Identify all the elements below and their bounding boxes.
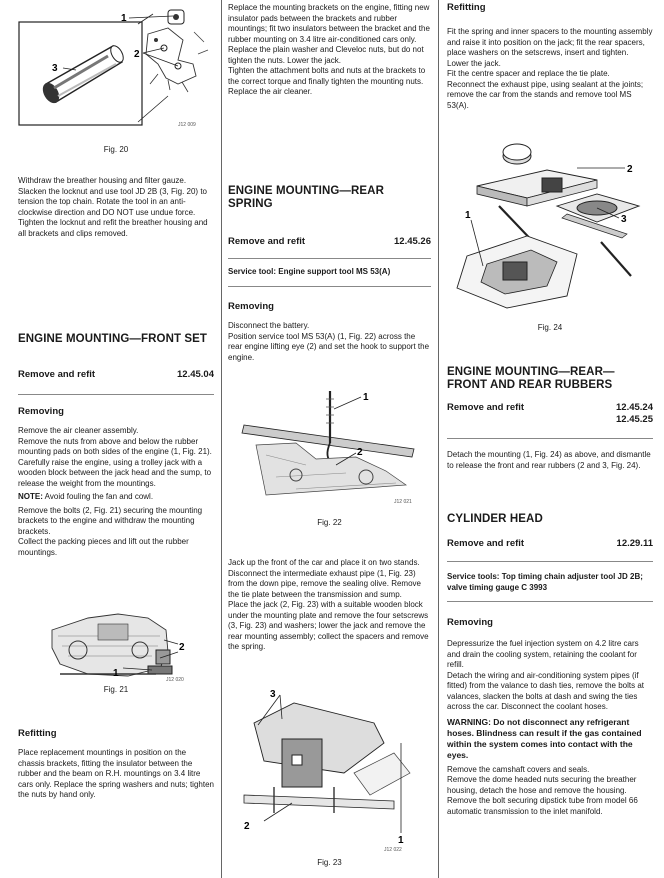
paragraph: Withdraw the breather housing and filter gauze. [18, 176, 187, 185]
fig21-code: J12 020 [166, 677, 184, 682]
paragraph: Remove the dome headed nuts securing the breather housing, detach the hose and remove the housing. [447, 775, 637, 795]
paragraph: Fit the spring and inner spacers to the mounting assembly and raise it into position on the jack; fit the rear spacers, place washers on the setscrews, insert and tighten. [447, 27, 653, 57]
note-text: Avoid fouling the fan and cowl. [42, 492, 154, 501]
refitting-heading: Refitting [18, 728, 57, 739]
paragraph: Detach the wiring and air-conditioning system pipes (if fitted) from the valance to dash ties, remove the bolts at valances, slacken the bolts at dash and swing the ties across the car. Disconnect the coolant hoses. [447, 670, 644, 711]
paragraph: Remove the air cleaner assembly. [18, 426, 139, 435]
paragraph: Disconnect the battery. [228, 321, 310, 330]
divider [447, 561, 653, 562]
front-set-continued-text [228, 3, 431, 98]
paragraph: Place replacement mountings in position on the chassis brackets, fitting the insulator between the rubber and the beam on R.H. mountings on 3.4 litre cars only. Replace the spring washers and nuts; tighten the nuts by hand only. [18, 748, 214, 799]
paragraph: Fit the centre spacer and replace the tie plate. [447, 69, 610, 78]
paragraph: Replace the mounting brackets on the engine, fitting new insulator pads between the brackets and rubber mountings; fit two insulators between the bracket and the rubber mounting on 3.4 litre air-conditioned cars only. Replace the plain washer and Cleveloc nuts, but do not tighten the nuts. Lower the jack. [228, 3, 430, 65]
fig24-callout-3: 3 [621, 214, 627, 225]
paragraph: Depressurize the fuel injection system on 4.2 litre cars and drain the cooling system, retaining the coolant for refill. [447, 639, 639, 669]
paragraph: Remove the bolt securing dipstick tube from model 66 automatic transmission to the inlet manifold. [447, 796, 638, 816]
fig21-callout-1: 1 [113, 668, 119, 679]
front-set-removing-text [18, 426, 214, 558]
op-row-cylinder-head [447, 538, 653, 550]
column-divider-1 [221, 0, 222, 878]
op-code: 12.45.04 [177, 369, 214, 380]
op-row-front-set [18, 369, 214, 381]
paragraph: Replace the air cleaner. [228, 87, 313, 96]
fig20-caption: Fig. 20 [103, 145, 129, 154]
fig24-caption: Fig. 24 [537, 323, 563, 332]
fig22-caption: Fig. 22 [317, 518, 342, 527]
fig23-code: J12 022 [384, 847, 402, 853]
section-title-cylinder-head: CYLINDER HEAD [447, 513, 543, 525]
paragraph: Remove the camshaft covers and seals. [447, 764, 590, 774]
note-label: NOTE: [18, 492, 43, 501]
fig21-caption: Fig. 21 [103, 685, 129, 694]
column-divider-2 [438, 0, 439, 878]
fig22-illustration [236, 385, 426, 507]
fig24-illustration [447, 136, 653, 316]
front-set-refitting-text [18, 748, 214, 801]
op-code: 12.45.26 [394, 236, 431, 247]
op-label: Remove and refit [447, 402, 525, 413]
paragraph: Remove the nuts from above and below the rubber mounting pads on both sides of the engine (1, Fig. 21). [18, 436, 212, 456]
op-code: 12.45.24 [616, 402, 653, 413]
rear-spring-removing-text [228, 321, 431, 363]
divider [18, 394, 214, 395]
figure-23 [234, 683, 424, 853]
fig20-illustration [18, 4, 214, 128]
figure-22 [236, 385, 426, 507]
fig23-callout-3: 3 [270, 689, 276, 700]
op-code: 12.45.25 [616, 414, 653, 425]
note [18, 492, 214, 503]
fig22-callout-2: 2 [357, 447, 363, 458]
fig21-illustration [48, 610, 198, 682]
divider [228, 286, 431, 287]
figure-20 [18, 4, 214, 128]
op-label: Remove and refit [18, 369, 96, 380]
rubbers-text [447, 450, 653, 471]
op-row-rear-spring [228, 236, 431, 248]
op-row-rubbers [447, 402, 653, 426]
paragraph: Detach the mounting (1, Fig. 24) as above, and dismantle to release the front and rear rubbers (2 and 3, Fig. 24). [447, 450, 651, 470]
paragraph: Tighten the attachment bolts and nuts at the brackets to the correct torque and finally tighten the mounting nuts. [228, 66, 426, 86]
section-title-front-set: ENGINE MOUNTING—FRONT SET [18, 333, 208, 345]
service-tool: Service tool: Engine support tool MS 53(A) [228, 267, 391, 276]
fig20-callout-3: 3 [52, 63, 58, 74]
paragraph: Remove the bolts (2, Fig. 21) securing the mounting brackets to the engine and withdraw the mounting brackets. [18, 505, 203, 536]
removing-heading: Removing [228, 301, 274, 312]
figure-24 [447, 136, 653, 316]
divider [228, 258, 431, 259]
fig22-callout-1: 1 [363, 392, 369, 403]
section-title-rear-spring: ENGINE MOUNTING—REAR SPRING [228, 185, 384, 210]
fig23-callout-1: 1 [398, 835, 404, 846]
paragraph: Tighten the locknut and refit the breather housing and all brackets and clips removed. [18, 218, 208, 238]
refitting-heading: Refitting [447, 2, 486, 13]
paragraph: Slacken the locknut and use tool JD 2B (3, Fig. 20) to tension the top chain. Rotate the tool in an anti-clockwise direction and DO NOT use undue force. [18, 186, 207, 217]
rear-spring-removing-text-2 [228, 558, 431, 653]
removing-heading: Removing [18, 406, 64, 417]
op-label: Remove and refit [447, 538, 525, 549]
figure-21 [48, 610, 198, 682]
cylinder-head-removing-text [447, 639, 653, 817]
removing-heading: Removing [447, 617, 493, 628]
fig23-callout-2: 2 [244, 821, 250, 832]
fig24-callout-2: 2 [627, 164, 633, 175]
warning: WARNING: Do not disconnect any refrigerant hoses. Blindness can result if the gas contained within the system comes into contact with the eyes. [447, 716, 642, 760]
divider [447, 601, 653, 602]
section-title-rubbers: ENGINE MOUNTING—REAR—FRONT AND REAR RUBBERS [447, 366, 615, 391]
breather-instructions [18, 176, 214, 239]
fig22-code: J12 021 [394, 499, 412, 505]
paragraph: Collect the packing pieces and lift out the rubber mountings. [18, 537, 189, 557]
op-code: 12.29.11 [616, 538, 653, 549]
fig24-callout-1: 1 [465, 210, 471, 221]
paragraph: Reconnect the exhaust pipe, using sealant at the joints; remove the car from the stands and remove tool MS 53(A). [447, 79, 644, 110]
fig23-illustration [234, 683, 424, 853]
paragraph: Place the jack (2, Fig. 23) with a suitable wooden block under the mounting plate and remove the four setscrews (3, Fig. 23) and washers; lower the jack and remove the rear mounting assembly; collect the spacers and remove the spring. [228, 600, 429, 651]
paragraph: Jack up the front of the car and place it on two stands. [228, 558, 420, 567]
rear-spring-refitting-text [447, 27, 653, 111]
paragraph: Disconnect the intermediate exhaust pipe (1, Fig. 23) from the down pipe, remove the sealing olive. Remove the tie plate between the transmission and sump. [228, 568, 421, 599]
fig21-callout-2: 2 [179, 642, 185, 653]
paragraph: Lower the jack. [447, 58, 501, 68]
divider [447, 438, 653, 439]
fig20-callout-1: 1 [121, 13, 127, 24]
fig20-code: J12 009 [178, 122, 196, 128]
op-label: Remove and refit [228, 236, 306, 247]
op-codes [616, 402, 653, 426]
paragraph: Carefully raise the engine, using a trolley jack with a wooden block between the jack head and the sump, to release the weight from the mountings. [18, 457, 212, 488]
paragraph: Position service tool MS 53(A) (1, Fig. 22) across the rear engine lifting eye (2) and set the hook to support the engine. [228, 331, 430, 362]
service-tools: Service tools: Top timing chain adjuster tool JD 2B; valve timing gauge C 3993 [447, 572, 643, 592]
fig20-callout-2: 2 [134, 49, 140, 60]
fig23-caption: Fig. 23 [317, 858, 342, 867]
